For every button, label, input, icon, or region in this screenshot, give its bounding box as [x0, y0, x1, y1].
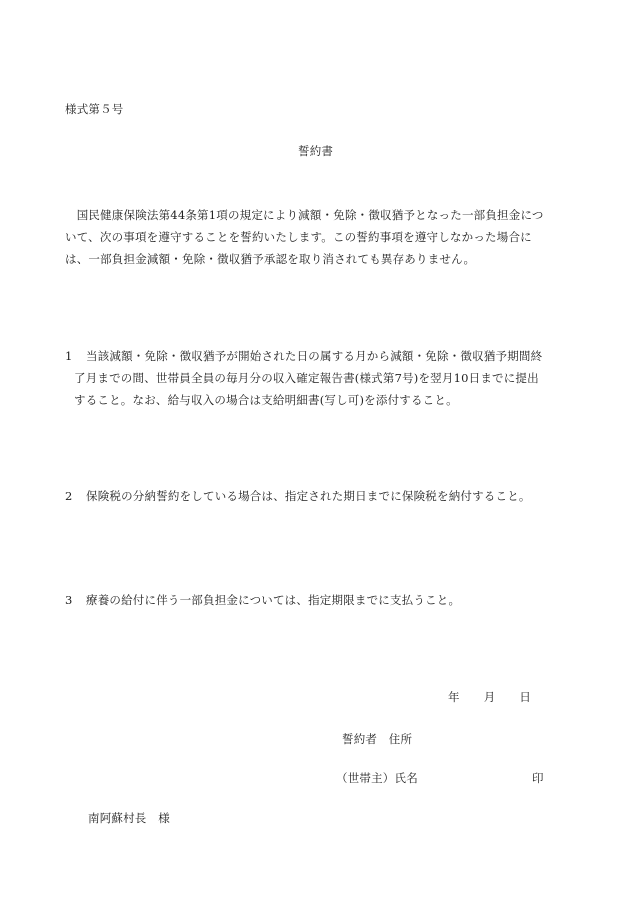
- form-number: 様式第５号: [65, 102, 124, 116]
- item-text: 当該減額・免除・徴収猶予が開始された日の属する月から減額・免除・徴収猶予期間終: [86, 349, 543, 363]
- pledge-item-1: [65, 345, 585, 411]
- signer-address-label: 誓約者 住所: [342, 732, 413, 746]
- intro-line: 国民健康保険法第44条第1項の規定により減額・免除・徴収猶予となった一部負担金につ: [65, 208, 544, 222]
- item-text: 療養の給付に伴う一部負担金については、指定期限までに支払うこと。: [86, 593, 461, 607]
- document-title: 誓約書: [298, 144, 334, 158]
- householder-name-label: （世帯主）氏名: [336, 771, 418, 785]
- addressee: 南阿蘇村長 様: [88, 811, 170, 825]
- item-number: 1: [65, 349, 73, 363]
- item-number: 3: [65, 593, 73, 607]
- date-day-label: 日: [519, 690, 532, 704]
- item-text: すること。なお、給与収入の場合は支給明細書(写し可)を添付すること。: [74, 393, 458, 407]
- date-month-label: 月: [483, 690, 496, 704]
- intro-paragraph: [65, 204, 575, 270]
- item-number: 2: [65, 489, 73, 503]
- item-text: 保険税の分納誓約をしている場合は、指定された期日までに保険税を納付すること。: [86, 489, 531, 503]
- intro-line: は、一部負担金減額・免除・徴収猶予承認を取り消されても異存ありません。: [65, 252, 476, 266]
- date-year-label: 年: [448, 690, 460, 704]
- date-field: [448, 689, 531, 705]
- item-text: 了月までの間、世帯員全員の毎月分の収入確定報告書(様式第7号)を翌月10日までに提出: [74, 371, 539, 385]
- pledge-item-2: [65, 485, 585, 507]
- seal-mark: 印: [532, 771, 544, 785]
- intro-line: いて、次の事項を遵守することを誓約いたします。この誓約事項を遵守しなかった場合に: [65, 230, 532, 244]
- pledge-item-3: [65, 589, 585, 611]
